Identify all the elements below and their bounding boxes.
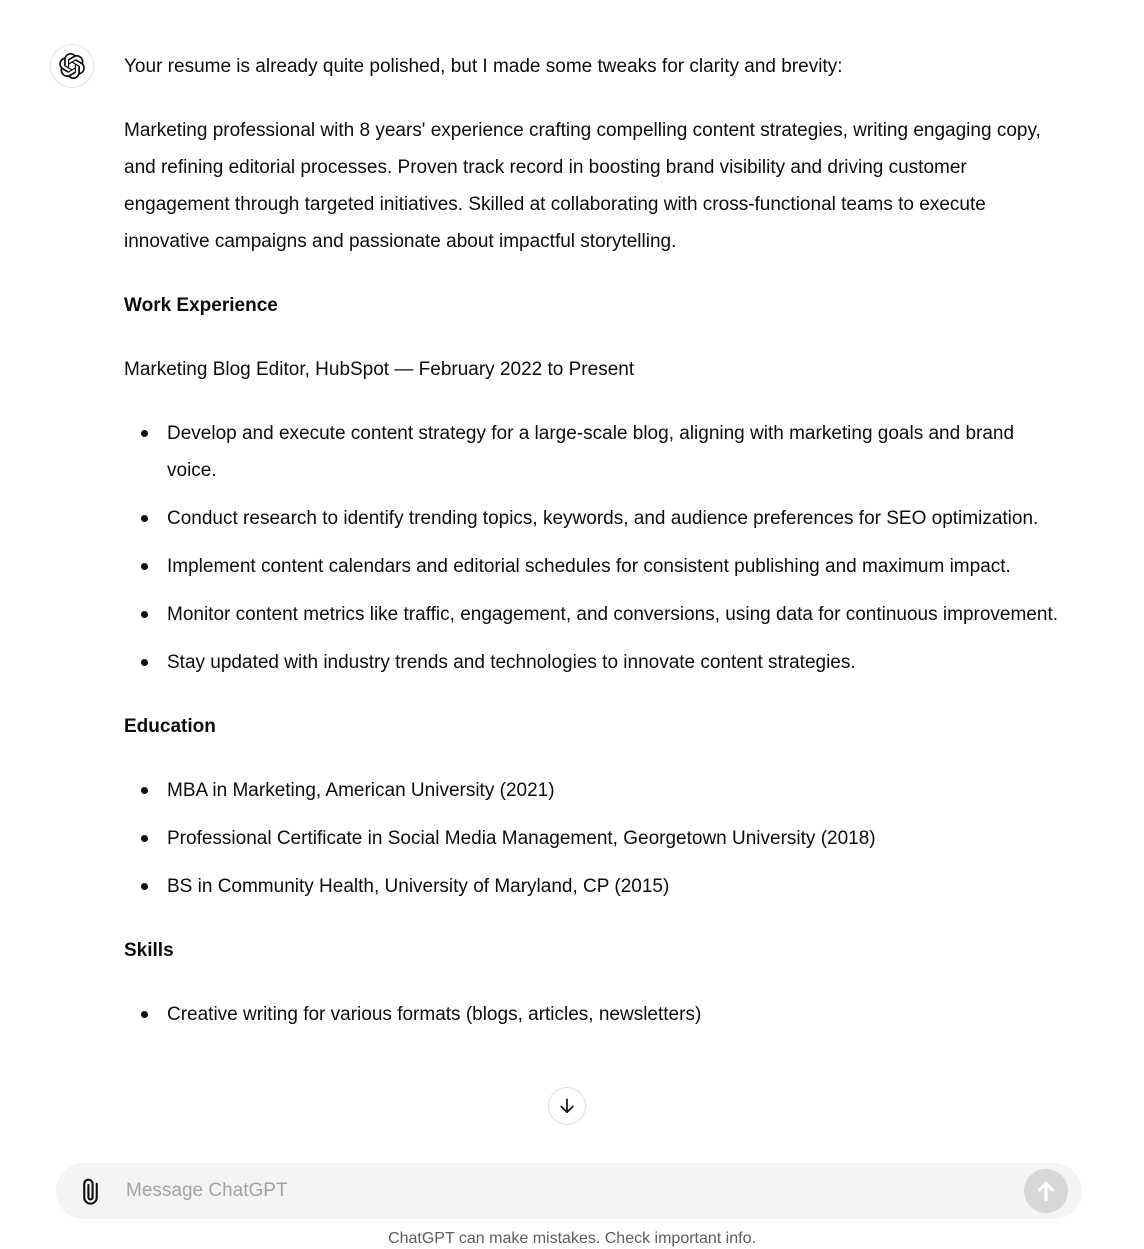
- list-item: BS in Community Health, University of Maryland, CP (2015): [167, 868, 1068, 905]
- message-composer: [56, 1163, 1082, 1219]
- list-item: Conduct research to identify trending topics, keywords, and audience preferences for SEO optimization.: [167, 500, 1068, 537]
- list-item: Creative writing for various formats (blogs, articles, newsletters): [167, 996, 1068, 1033]
- section-heading-education: Education: [124, 716, 216, 737]
- send-button[interactable]: [1024, 1169, 1068, 1213]
- arrow-up-icon: [1033, 1178, 1059, 1204]
- arrow-down-icon: [557, 1096, 577, 1116]
- assistant-avatar: [50, 44, 94, 88]
- skills-list: [124, 996, 1068, 1033]
- scroll-to-bottom-button[interactable]: [548, 1087, 586, 1125]
- message-intro: Your resume is already quite polished, but I made some tweaks for clarity and brevity:: [124, 56, 843, 77]
- work-experience-list: [124, 415, 1068, 681]
- list-item: Stay updated with industry trends and technologies to innovate content strategies.: [167, 644, 1068, 681]
- assistant-message: [124, 48, 1068, 1060]
- footer-disclaimer: ChatGPT can make mistakes. Check important info.: [388, 1230, 756, 1247]
- message-input[interactable]: [124, 1170, 1082, 1212]
- list-item: Professional Certificate in Social Media Management, Georgetown University (2018): [167, 820, 1068, 857]
- attach-button[interactable]: [74, 1175, 106, 1207]
- section-heading-work-experience: Work Experience: [124, 295, 278, 316]
- list-item: Develop and execute content strategy for a large-scale blog, aligning with marketing goals and brand voice.: [167, 415, 1068, 489]
- list-item: MBA in Marketing, American University (2021): [167, 772, 1068, 809]
- resume-summary: Marketing professional with 8 years' experience crafting compelling content strategies, writing engaging copy, and refining editorial processes. Proven track record in boosting brand visibility and driving customer engagement through targeted initiatives. Skilled at collaborating with cross-functional teams to execute innovative campaigns and passionate about impactful storytelling.: [124, 120, 1041, 252]
- education-list: [124, 772, 1068, 905]
- paperclip-icon: [78, 1179, 103, 1204]
- list-item: Monitor content metrics like traffic, engagement, and conversions, using data for continuous improvement.: [167, 596, 1068, 633]
- job-title-line: Marketing Blog Editor, HubSpot — February 2022 to Present: [124, 359, 635, 380]
- openai-logo-icon: [59, 53, 85, 79]
- list-item: Implement content calendars and editorial schedules for consistent publishing and maximum impact.: [167, 548, 1068, 585]
- section-heading-skills: Skills: [124, 940, 174, 961]
